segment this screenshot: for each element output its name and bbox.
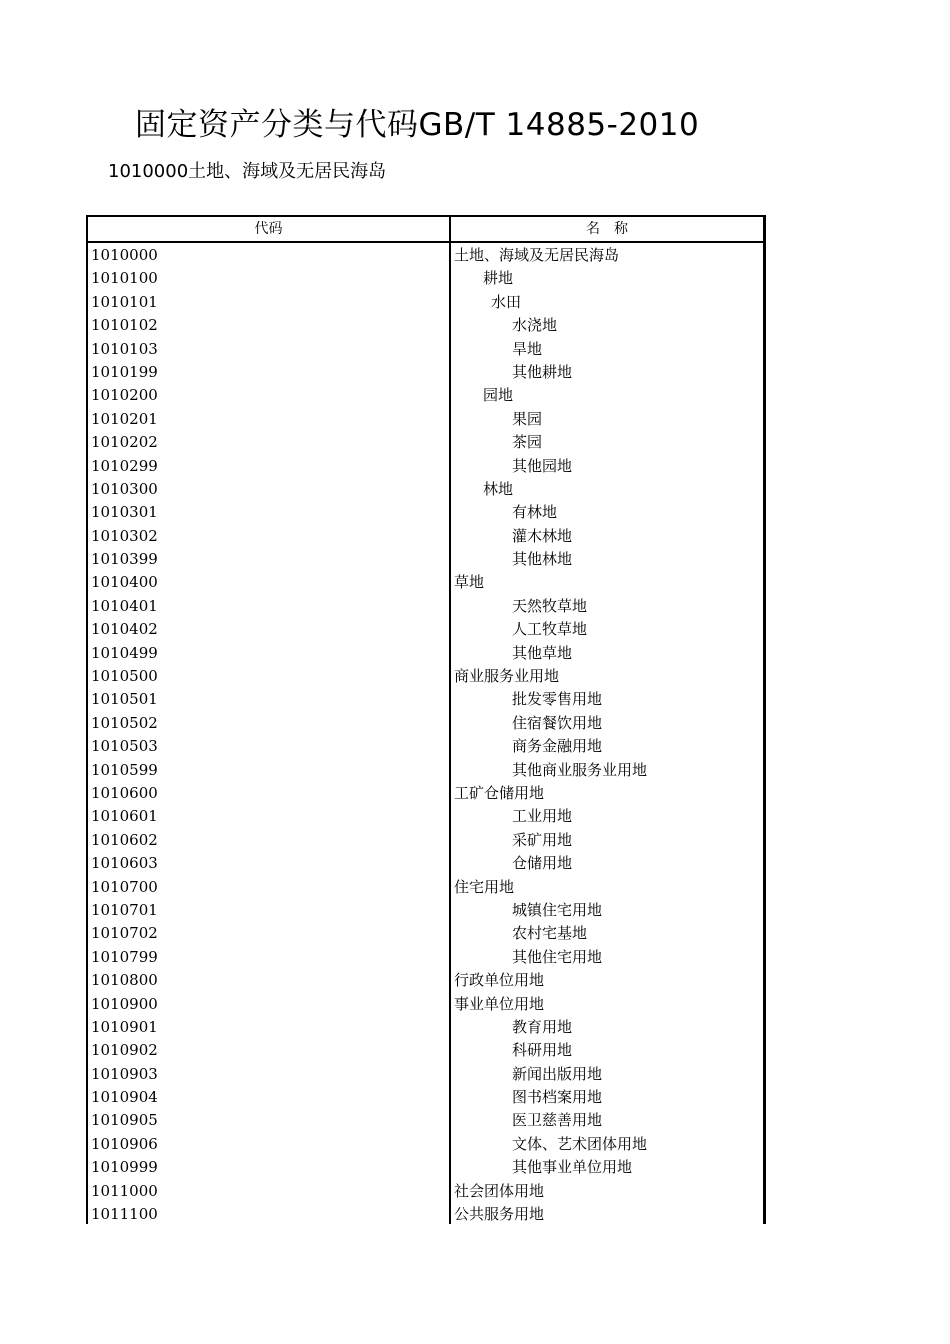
row-name: 教育用地	[512, 1017, 573, 1036]
row-code: 1010501	[91, 690, 158, 709]
table-row	[88, 571, 763, 594]
row-code: 1010402	[91, 620, 158, 639]
table-body	[88, 244, 763, 1226]
row-name: 草地	[454, 573, 485, 592]
row-name: 事业单位用地	[454, 994, 545, 1013]
table-row	[88, 899, 763, 922]
row-code: 1010302	[91, 526, 158, 545]
row-code: 1011000	[91, 1181, 158, 1200]
row-code: 1010904	[91, 1088, 158, 1107]
table-row	[88, 478, 763, 501]
row-code: 1010000	[91, 246, 158, 264]
row-name: 图书档案用地	[512, 1088, 603, 1107]
row-code: 1010799	[91, 947, 158, 966]
table-row	[88, 525, 763, 548]
row-code: 1010999	[91, 1158, 158, 1177]
row-code: 1010400	[91, 573, 158, 592]
row-name: 批发零售用地	[512, 690, 603, 709]
row-name: 水浇地	[512, 316, 558, 335]
table-row	[88, 361, 763, 384]
table-row	[88, 618, 763, 641]
table-row	[88, 969, 763, 992]
row-name: 其他事业单位用地	[512, 1158, 633, 1177]
row-name: 果园	[512, 409, 543, 428]
row-code: 1010702	[91, 924, 158, 943]
row-code: 1010905	[91, 1111, 158, 1130]
table-row	[88, 852, 763, 875]
row-name: 新闻出版用地	[512, 1064, 603, 1083]
row-name: 天然牧草地	[512, 596, 588, 615]
row-name: 科研用地	[512, 1041, 573, 1060]
row-name: 商业服务业用地	[454, 667, 560, 686]
classification-table	[86, 215, 766, 1224]
row-code: 1010906	[91, 1134, 158, 1153]
row-code: 1010901	[91, 1017, 158, 1036]
row-name: 水田	[491, 292, 522, 311]
table-row	[88, 244, 763, 267]
row-code: 1010602	[91, 830, 158, 849]
row-code: 1010603	[91, 854, 158, 873]
table-row	[88, 1180, 763, 1203]
table-row	[88, 642, 763, 665]
row-name: 文体、艺术团体用地	[512, 1134, 648, 1153]
row-code: 1010500	[91, 667, 158, 686]
row-code: 1010599	[91, 760, 158, 779]
row-code: 1010202	[91, 433, 158, 452]
table-row	[88, 1086, 763, 1109]
row-code: 1010201	[91, 409, 158, 428]
row-name: 园地	[483, 386, 514, 405]
row-code: 1010903	[91, 1064, 158, 1083]
row-code: 1010299	[91, 456, 158, 475]
table-row	[88, 946, 763, 969]
row-name: 灌木林地	[512, 526, 573, 545]
row-name: 有林地	[512, 503, 558, 522]
row-name: 林地	[483, 479, 514, 498]
row-name: 城镇住宅用地	[512, 900, 603, 919]
row-code: 1010900	[91, 994, 158, 1013]
table-row	[88, 431, 763, 454]
row-name: 仓储用地	[512, 854, 573, 873]
row-name: 人工牧草地	[512, 620, 588, 639]
row-name: 采矿用地	[512, 830, 573, 849]
row-name: 土地、海域及无居民海岛	[454, 246, 620, 264]
row-code: 1011100	[91, 1205, 158, 1224]
section-subtitle: 1010000土地、海域及无居民海岛	[108, 161, 387, 182]
header-code: 代码	[254, 221, 283, 237]
row-name: 农村宅基地	[512, 924, 588, 943]
row-code: 1010902	[91, 1041, 158, 1060]
row-name: 其他草地	[512, 643, 573, 662]
row-name: 工业用地	[512, 807, 573, 826]
row-code: 1010401	[91, 596, 158, 615]
table-row	[88, 384, 763, 407]
row-code: 1010600	[91, 783, 158, 802]
table-row	[88, 735, 763, 758]
row-code: 1010502	[91, 713, 158, 732]
row-code: 1010101	[91, 292, 158, 311]
table-row	[88, 805, 763, 828]
row-name: 公共服务用地	[454, 1205, 545, 1224]
row-code: 1010200	[91, 386, 158, 405]
row-code: 1010503	[91, 737, 158, 756]
table-row	[88, 1133, 763, 1156]
table-row	[88, 338, 763, 361]
row-code: 1010199	[91, 362, 158, 381]
row-name: 其他耕地	[512, 362, 573, 381]
row-code: 1010300	[91, 479, 158, 498]
table-row	[88, 1063, 763, 1086]
table-row	[88, 993, 763, 1016]
row-name: 行政单位用地	[454, 971, 545, 990]
table-row	[88, 314, 763, 337]
table-row	[88, 712, 763, 735]
table-row	[88, 665, 763, 688]
table-row	[88, 1203, 763, 1226]
row-name: 工矿仓储用地	[454, 783, 545, 802]
table-row	[88, 267, 763, 290]
row-name: 医卫慈善用地	[512, 1111, 603, 1130]
row-code: 1010399	[91, 550, 158, 569]
table-row	[88, 876, 763, 899]
page-title: 固定资产分类与代码GB/T 14885-2010	[135, 107, 700, 143]
row-code: 1010301	[91, 503, 158, 522]
table-row	[88, 829, 763, 852]
table-row	[88, 291, 763, 314]
table-row	[88, 1039, 763, 1062]
row-name: 其他商业服务业用地	[512, 760, 648, 779]
table-row	[88, 1109, 763, 1132]
row-code: 1010800	[91, 971, 158, 990]
row-code: 1010103	[91, 339, 158, 358]
row-name: 社会团体用地	[454, 1181, 545, 1200]
row-code: 1010102	[91, 316, 158, 335]
row-code: 1010700	[91, 877, 158, 896]
table-header	[88, 217, 763, 243]
table-row	[88, 455, 763, 478]
row-name: 住宿餐饮用地	[512, 713, 603, 732]
table-row	[88, 501, 763, 524]
header-name: 名 称	[586, 221, 628, 237]
row-name: 其他园地	[512, 456, 573, 475]
table-row	[88, 759, 763, 782]
table-row	[88, 688, 763, 711]
row-name: 住宅用地	[454, 877, 515, 896]
row-code: 1010499	[91, 643, 158, 662]
row-name: 茶园	[512, 433, 543, 452]
table-row	[88, 548, 763, 571]
row-code: 1010100	[91, 269, 158, 288]
table-row	[88, 1016, 763, 1039]
row-name: 耕地	[483, 269, 514, 288]
row-name: 商务金融用地	[512, 737, 603, 756]
row-name: 旱地	[512, 339, 543, 358]
table-row	[88, 595, 763, 618]
row-name: 其他住宅用地	[512, 947, 603, 966]
table-row	[88, 408, 763, 431]
table-row	[88, 1156, 763, 1179]
table-row	[88, 922, 763, 945]
row-code: 1010601	[91, 807, 158, 826]
row-name: 其他林地	[512, 550, 573, 569]
row-code: 1010701	[91, 900, 158, 919]
table-row	[88, 782, 763, 805]
